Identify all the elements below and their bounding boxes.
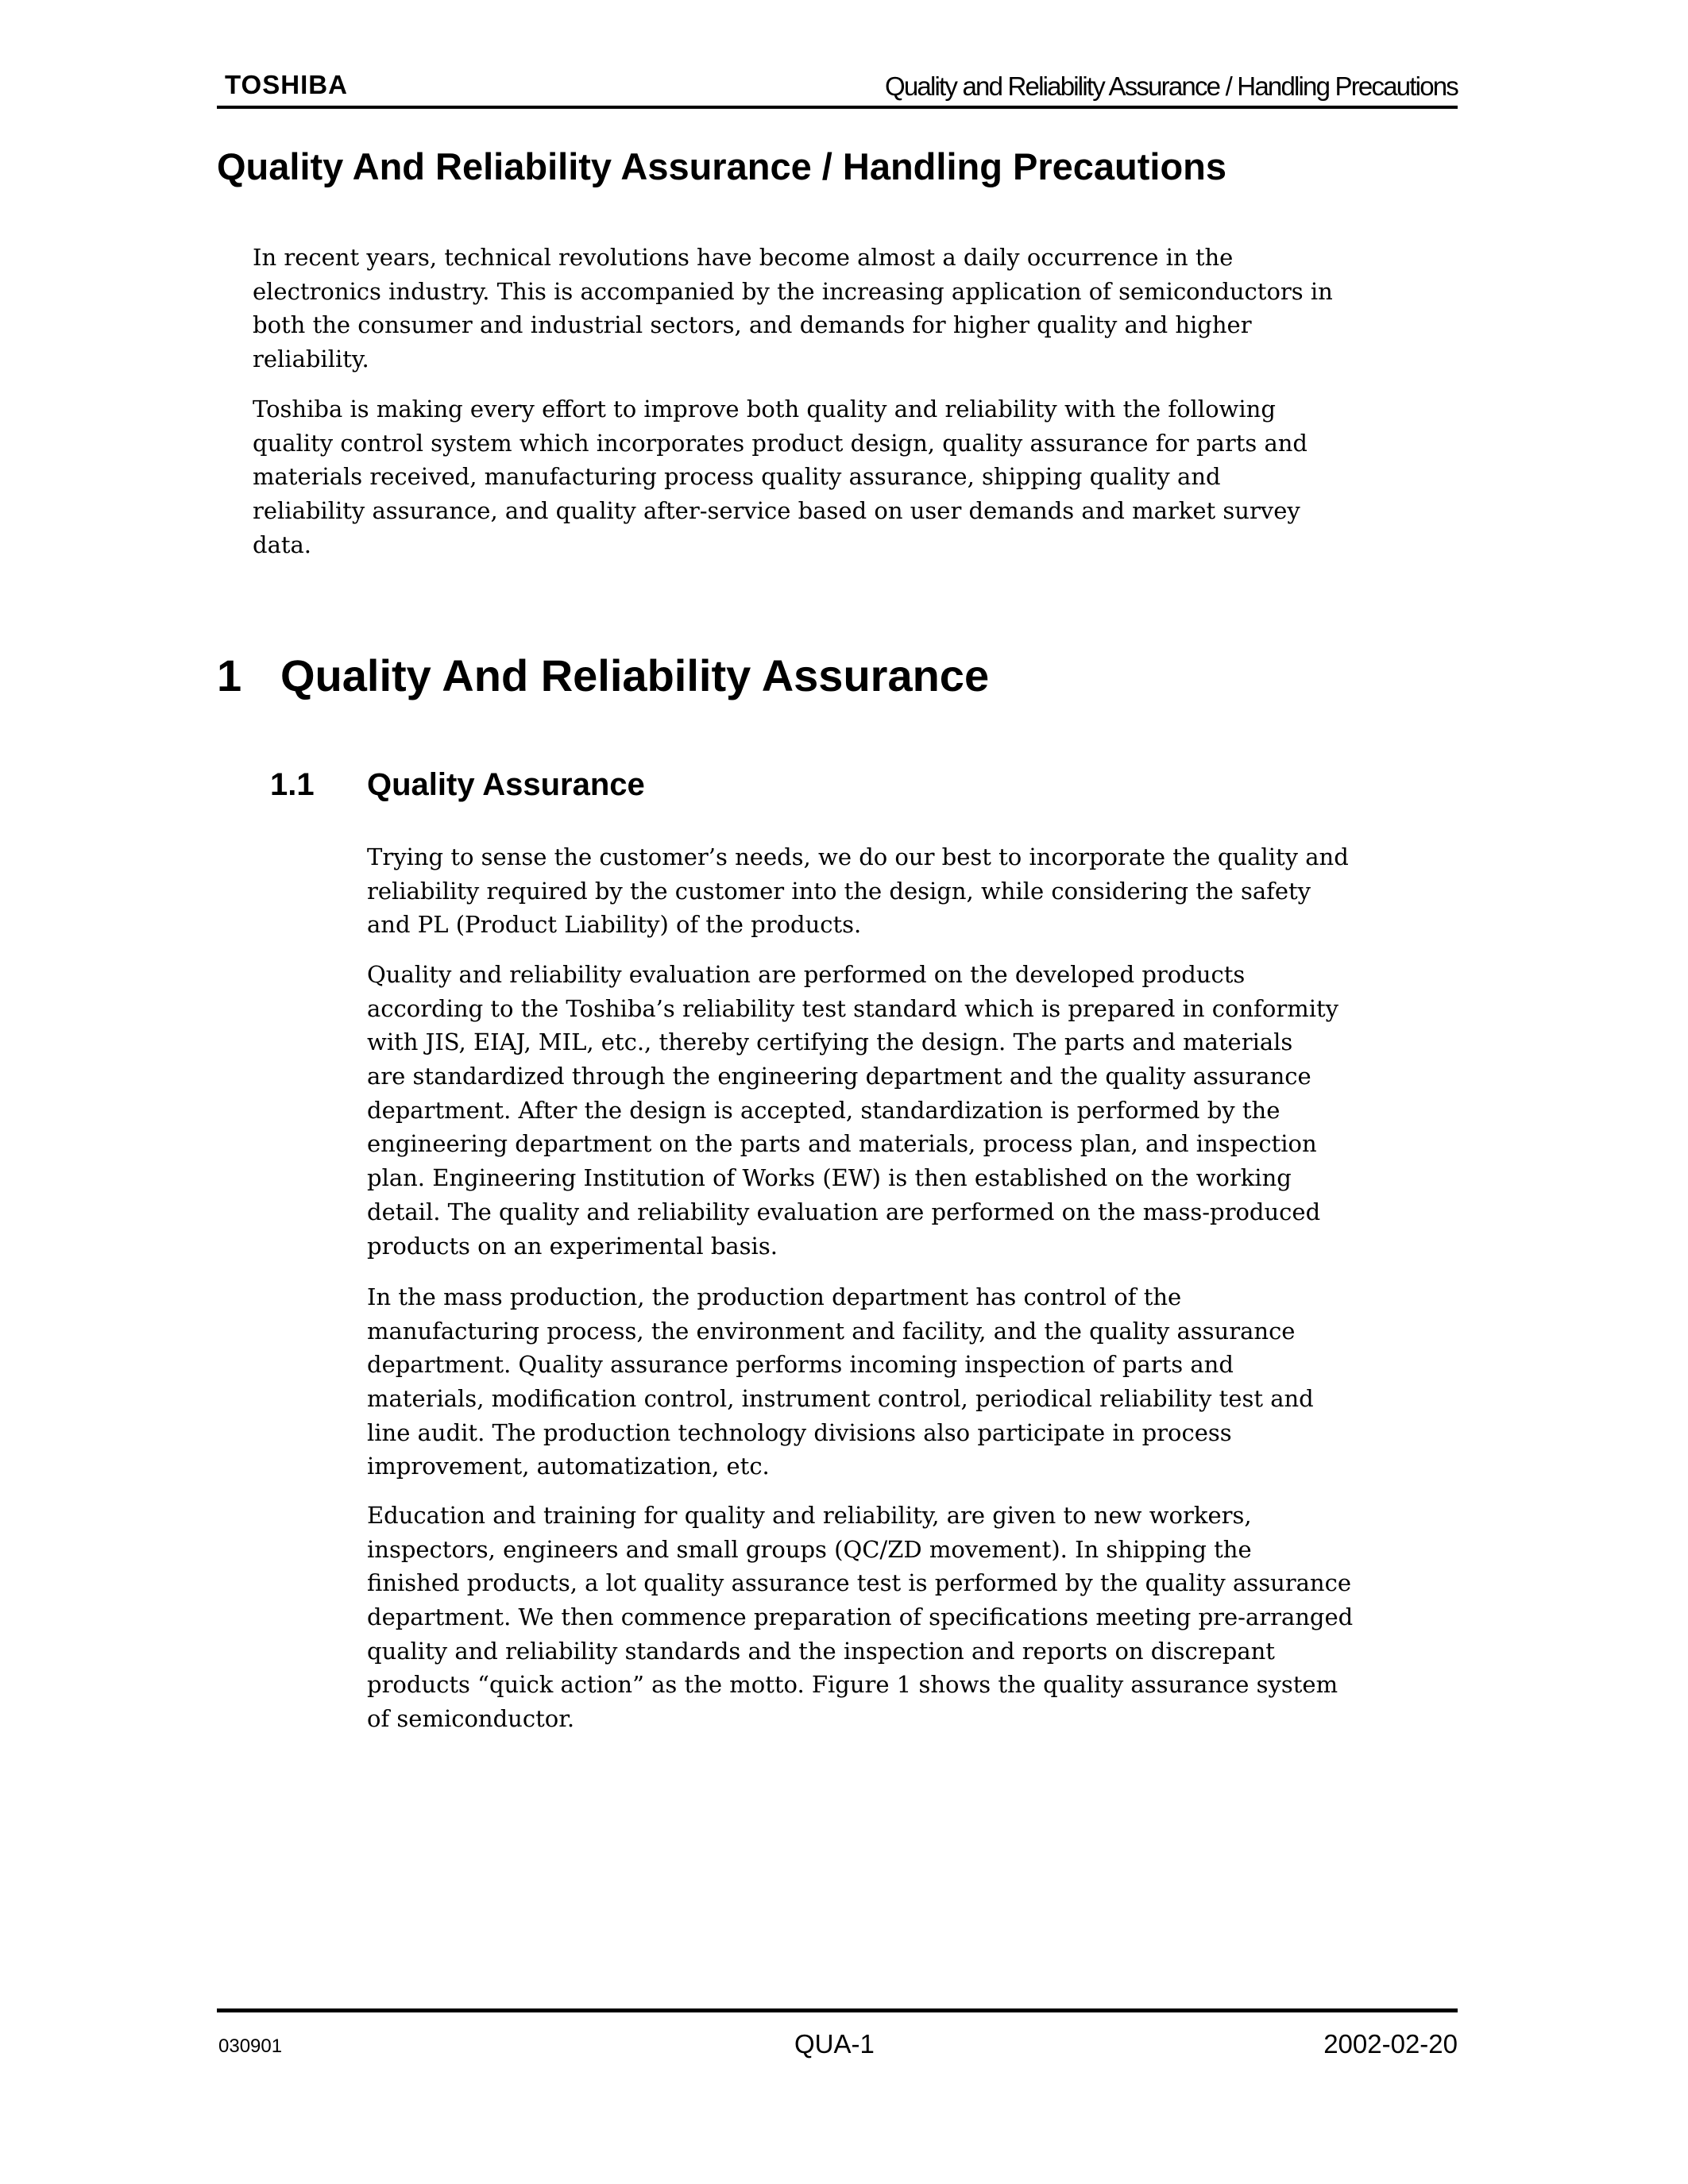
intro-paragraph-2	[253, 392, 1308, 561]
text-line: engineering department on the parts and materials, process plan, and inspection	[367, 1130, 1317, 1158]
text-line: and PL (Product Liability) of the products.	[367, 911, 862, 939]
text-line: line audit. The production technology divisions also participate in process	[367, 1418, 1232, 1446]
text-line: Trying to sense the customer’s needs, we do our best to incorporate the quality and	[367, 843, 1349, 870]
text-line: quality control system which incorporates product design, quality assurance for parts and	[253, 429, 1308, 457]
intro-paragraph-1	[253, 241, 1333, 376]
text-line: finished products, a lot quality assurance test is performed by the quality assurance	[367, 1569, 1351, 1597]
text-line: reliability required by the customer into the design, while considering the safety	[367, 877, 1311, 905]
text-line: reliability assurance, and quality after-service based on user demands and market survey	[253, 497, 1300, 525]
text-line: In the mass production, the production department has control of the	[367, 1283, 1182, 1310]
running-header-title: Quality and Reliability Assurance / Handling Precautions	[885, 71, 1458, 101]
toshiba-logo: TOSHIBA	[225, 70, 348, 99]
text-line: Quality and reliability evaluation are performed on the developed products	[367, 961, 1246, 988]
text-line: according to the Toshiba’s reliability test standard which is prepared in conformity	[367, 994, 1339, 1022]
section-heading-1	[217, 650, 989, 701]
text-line: products “quick action” as the motto. Figure 1 shows the quality assurance system	[367, 1671, 1338, 1699]
text-line: department. After the design is accepted, standardization is performed by the	[367, 1096, 1280, 1124]
section-heading-1-1	[270, 767, 645, 803]
body-paragraph-1	[367, 840, 1349, 942]
text-line: In recent years, technical revolutions have become almost a daily occurrence in the	[253, 244, 1234, 271]
text-line: improvement, automatization, etc.	[367, 1453, 770, 1480]
text-line: plan. Engineering Institution of Works (EW) is then established on the working	[367, 1164, 1292, 1192]
text-line: department. We then commence preparation of specifications meeting pre-arranged	[367, 1603, 1354, 1631]
text-line: Toshiba is making every effort to improve both quality and reliability with the following	[253, 396, 1276, 423]
footer-date: 2002-02-20	[1323, 2029, 1458, 2059]
body-paragraph-2	[367, 958, 1338, 1263]
text-line: with JIS, EIAJ, MIL, etc., thereby certifying the design. The parts and materials	[367, 1028, 1293, 1056]
footer-page-number: QUA-1	[794, 2029, 875, 2059]
text-line: are standardized through the engineering department and the quality assurance	[367, 1063, 1311, 1090]
text-line: data.	[253, 531, 312, 558]
body-paragraph-3	[367, 1280, 1314, 1484]
footer-doc-code: 030901	[218, 2035, 283, 2057]
text-line: materials, modification control, instrument control, periodical reliability test and	[367, 1385, 1314, 1413]
header-rule	[217, 106, 1458, 109]
section-number: 1	[217, 650, 242, 700]
text-line: electronics industry. This is accompanied by the increasing application of semiconductors in	[253, 277, 1333, 305]
text-line: quality and reliability standards and the inspection and reports on discrepant	[367, 1637, 1275, 1665]
text-line: of semiconductor.	[367, 1705, 575, 1733]
text-line: products on an experimental basis.	[367, 1232, 778, 1260]
text-line: both the consumer and industrial sectors, and demands for higher quality and higher	[253, 311, 1252, 339]
text-line: department. Quality assurance performs incoming inspection of parts and	[367, 1351, 1234, 1379]
footer-rule	[217, 2008, 1458, 2012]
page-title: Quality And Reliability Assurance / Handling Precautions	[217, 145, 1227, 187]
text-line: materials received, manufacturing process quality assurance, shipping quality and	[253, 463, 1221, 491]
text-line: reliability.	[253, 345, 369, 373]
text-line: Education and training for quality and reliability, are given to new workers,	[367, 1502, 1252, 1529]
section-title: Quality And Reliability Assurance	[280, 650, 990, 700]
body-paragraph-4	[367, 1499, 1353, 1736]
section-title: Quality Assurance	[367, 767, 645, 802]
text-line: detail. The quality and reliability evaluation are performed on the mass-produced	[367, 1198, 1321, 1225]
section-number: 1.1	[270, 767, 315, 802]
text-line: manufacturing process, the environment and facility, and the quality assurance	[367, 1317, 1296, 1345]
text-line: inspectors, engineers and small groups (QC/ZD movement). In shipping the	[367, 1535, 1252, 1563]
